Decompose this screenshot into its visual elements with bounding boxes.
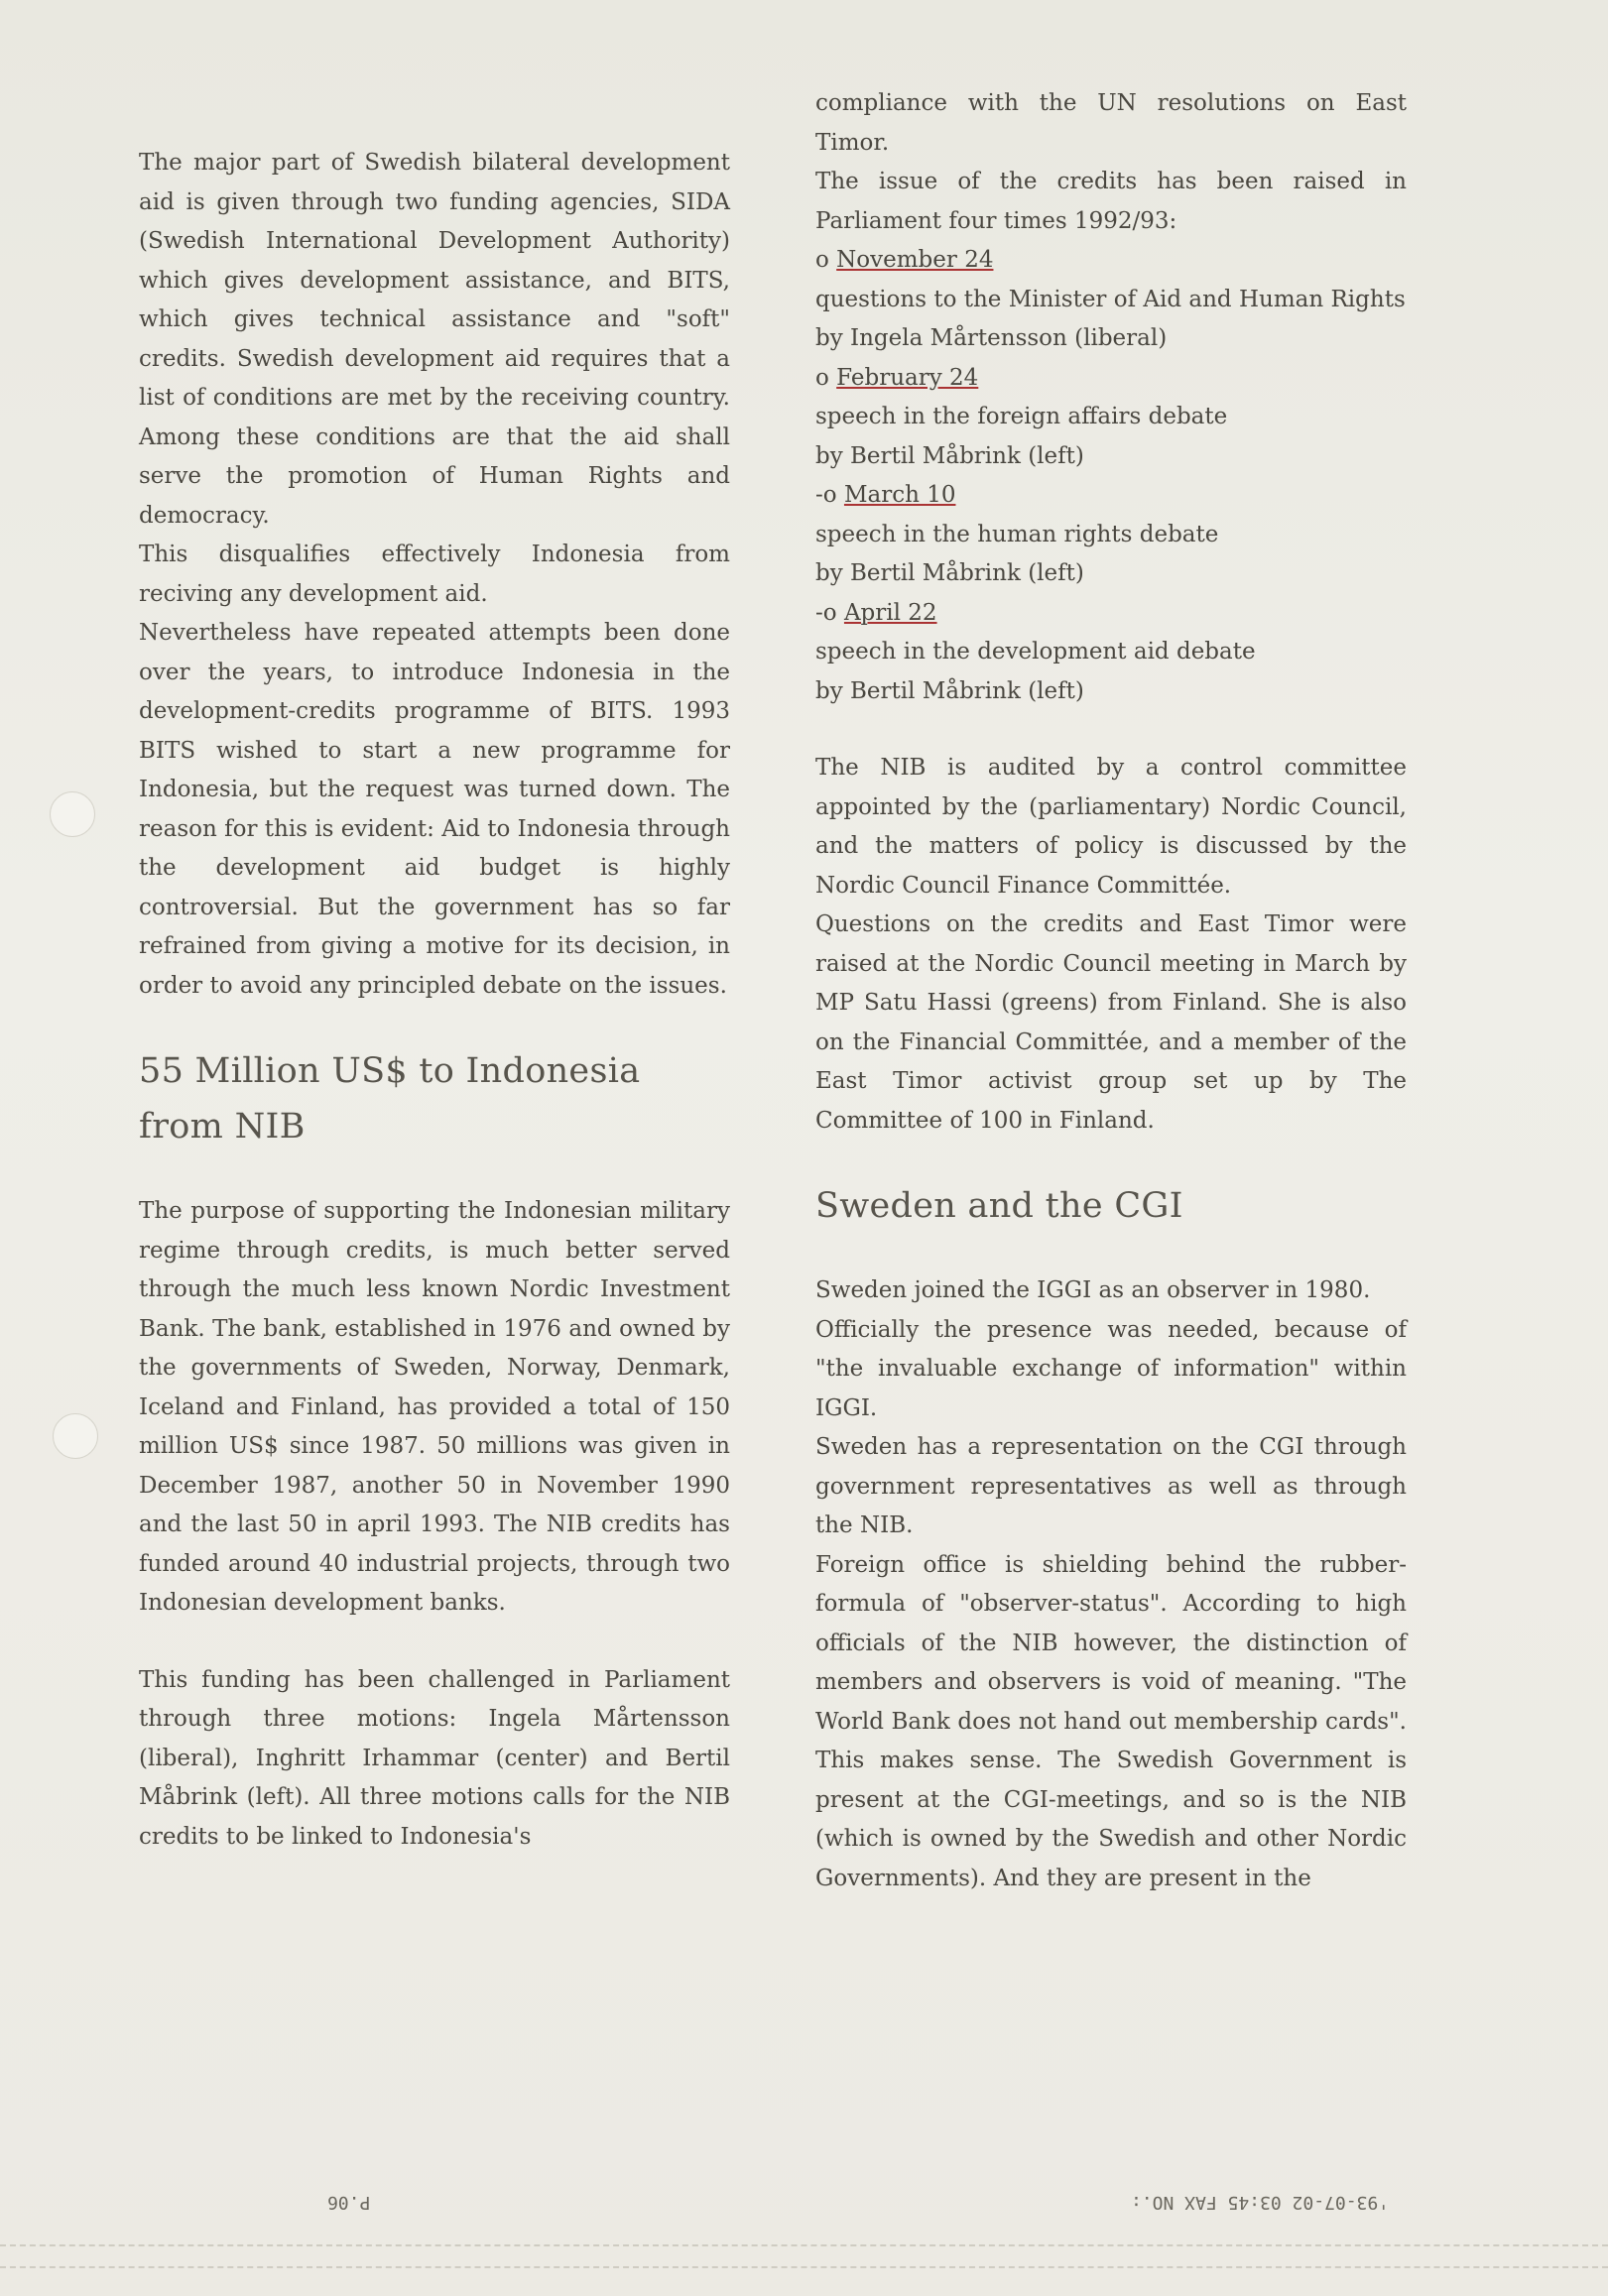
intro-paragraph: The major part of Swedish bilateral development aid is given through two funding agencies, SIDA (Swedish International Development Authority) which gives development assistance, and BITS, which gives technical assistance and "soft" credits. Swedish development aid requires that a list of conditions are met by the receiving country. Among these conditions are that the aid shall serve the promotion of Human Rights and democracy. [139,150,730,529]
spacer [815,711,1407,749]
nib-heading: 55 Million US$ to Indonesia from NIB [139,1051,641,1147]
right-column [815,84,1407,1898]
list-item [815,476,1407,594]
spacer [815,1234,1407,1271]
punch-hole-top [50,791,95,837]
list-line: by Bertil Måbrink (left) [815,677,1084,704]
list-item [815,359,1407,477]
nordic-council-paragraph: Questions on the credits and East Timor were raised at the Nordic Council meeting in March by MP Satu Hassi (greens) from Finland. She is also on the Financial Committée, and a member of the East Timor activist group set up by The Committee of 100 in Finland. [815,911,1407,1134]
list-line: by Bertil Måbrink (left) [815,560,1084,586]
list-date: March 10 [843,482,956,508]
bullet-marker: o [815,364,829,391]
list-line: speech in the human rights debate [815,521,1219,547]
cgi-heading: Sweden and the CGI [815,1186,1183,1226]
nib-paragraph: The purpose of supporting the Indonesian military regime through credits, is much better served through the much less known Nordic Investment Bank. The bank, established in 1976 and owned by the governments of Sweden, Norway, Denmark, Iceland and Finland, has provided a total of 150 million US$ since 1987. 50 millions was given in December 1987, another 50 in November 1990 and the last 50 in april 1993. The NIB credits has funded around 40 industrial projects, through two Indonesian development banks. [139,1198,730,1616]
list-date: February 24 [836,364,979,391]
spacer [139,1006,730,1043]
punch-hole-bottom [53,1413,98,1459]
bits-paragraph: Nevertheless have repeated attempts been done over the years, to introduce Indonesia in the development-credits programme of BITS. 1993 BITS wished to start a new programme for Indonesia, but the request was turned down. The reason for this is evident: Aid to Indonesia through the development aid budget is highly controversial. But the government has so far refrained from giving a motive for its decision, in order to avoid any principled debate on the issues. [139,620,730,999]
parliament-paragraph: The issue of the credits has been raised in Parliament four times 1992/93: [815,169,1407,234]
list-date: April 22 [843,599,937,626]
spacer [139,1154,730,1192]
fax-dashed-line [0,2244,1608,2246]
compliance-paragraph: compliance with the UN resolutions on East Timor. [815,90,1407,156]
bullet-marker: -o [815,599,837,626]
motions-paragraph: This funding has been challenged in Parliament through three motions: Ingela Mårtensson (liberal), Inghritt Irhammar (center) and Bertil Måbrink (left). All three motions calls for the NIB credits to be linked to Indonesia's [139,1666,730,1850]
fax-header-line: '93-07-02 03:45 FAX NO.: [1131,2192,1390,2213]
observer-status-paragraph: Foreign office is shielding behind the rubber-formula of "observer-status". According to high officials of the NIB however, the distinction of members and observers is void of meaning. "The World Bank does not hand out membership cards". This makes sense. The Swedish Government is present at the CGI-meetings, and so is the NIB (which is owned by the Swedish and other Nordic Governments). And they are present in the [815,1551,1407,1891]
audit-paragraph: The NIB is audited by a control committee appointed by the (parliamentary) Nordic Council, and the matters of policy is discussed by the Nordic Council Finance Committée. [815,755,1407,899]
list-line: by Bertil Måbrink (left) [815,442,1084,469]
disqualification-paragraph: This disqualifies effectively Indonesia from reciving any development aid. [139,542,730,607]
fax-page-number: P.06 [327,2192,371,2213]
left-column [139,144,730,1857]
bullet-marker: o [815,247,829,273]
list-date: November 24 [836,247,994,273]
list-line: speech in the development aid debate [815,639,1256,665]
presence-paragraph: Officially the presence was needed, because of "the invaluable exchange of information" within IGGI. [815,1316,1407,1421]
spacer [139,1624,730,1661]
fax-dashed-line-lower [0,2266,1608,2268]
list-line: speech in the foreign affairs debate [815,404,1228,429]
representation-paragraph: Sweden has a representation on the CGI through government representatives as well as through the NIB. [815,1434,1407,1538]
list-line: questions to the Minister of Aid and Human Rights by Ingela Mårtensson (liberal) [815,286,1406,351]
bullet-marker: -o [815,482,837,508]
list-item [815,241,1407,359]
list-item [815,594,1407,712]
parliament-list [815,241,1407,711]
iggi-paragraph: Sweden joined the IGGI as an observer in 1980. [815,1277,1371,1303]
spacer [815,1141,1407,1178]
